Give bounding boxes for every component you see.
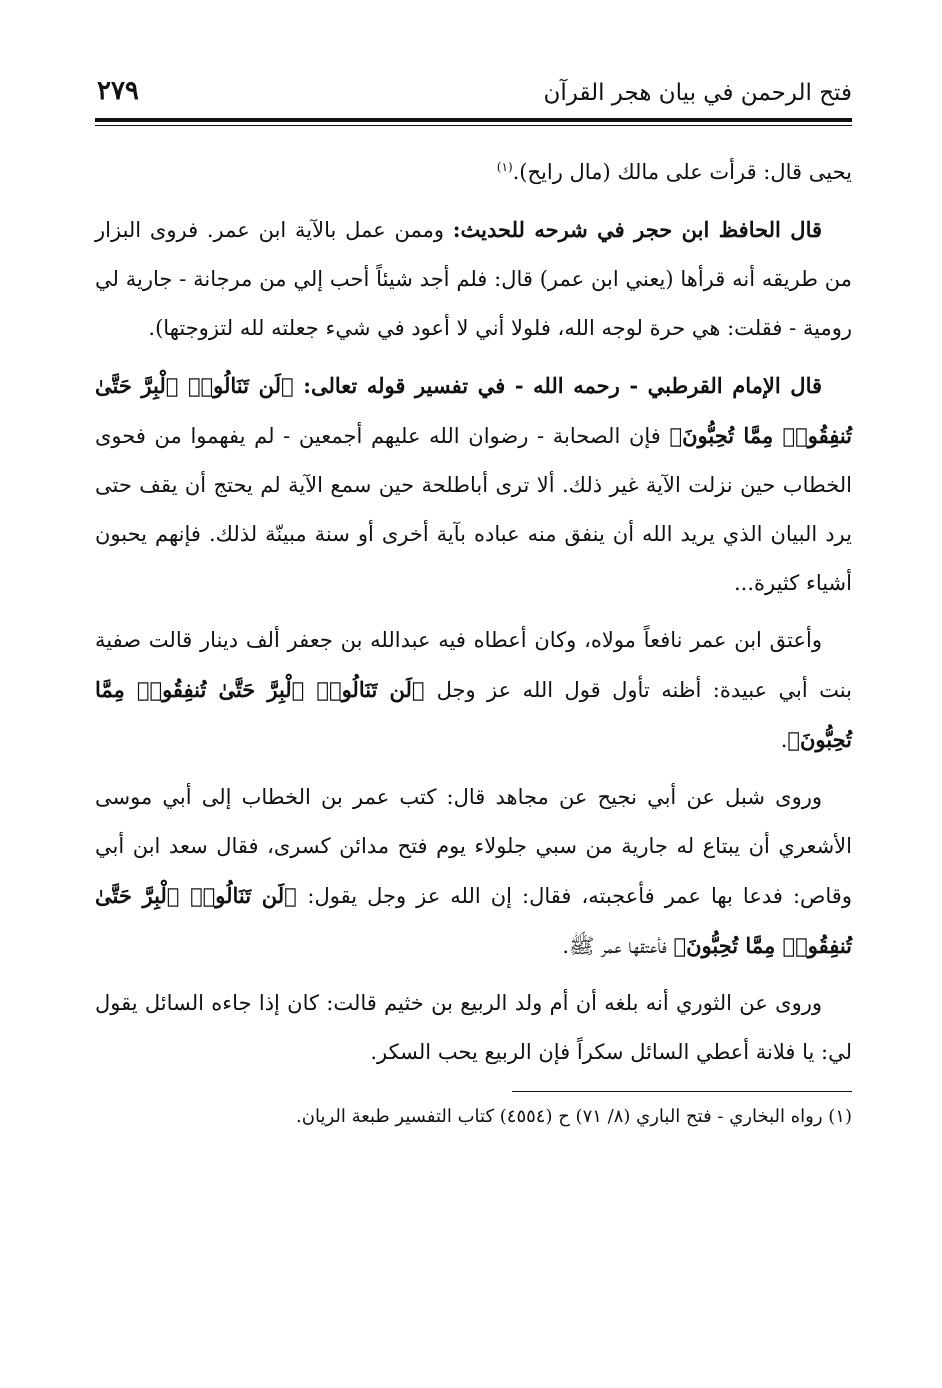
paragraph-1 <box>95 148 852 197</box>
paragraph-1-text: يحيى قال: قرأت على مالك (مال رايح). <box>512 160 852 184</box>
quran-verse: ﴿لَن تَنَالُوا۟ ٱلْبِرَّ حَتَّىٰ تُنفِقُوا۟ مِمَّا تُحِبُّونَ﴾ <box>95 883 852 958</box>
page-header <box>95 70 852 116</box>
footnote: (١) رواه البخاري - فتح الباري (٨/ ٧١) ح (٤٥٥٤) كتاب التفسير طبعة الريان. <box>296 1106 852 1127</box>
paragraph-4 <box>95 616 852 765</box>
paragraph-2 <box>95 205 852 353</box>
paragraph-2-lead: قال الحافظ ابن حجر في شرحه للحديث: <box>452 217 823 242</box>
paragraph-4-text: وأعتق ابن عمر نافعاً مولاه، وكان أعطاه فيه عبدالله بن جعفر ألف دينار قالت صفية بنت أبي عبيدة: أظنه تأول قول الله عز وجل <box>95 628 852 702</box>
header-rule-thick <box>95 118 852 122</box>
paragraph-6-text: وروى عن الثوري أنه بلغه أن أم ولد الربيع بن خثيم قالت: كان إذا جاءه السائل يقول لي: يا فلانة أعطي السائل سكراً فإن الربيع يحب السكر. <box>95 991 852 1064</box>
footnote-reference: (١) <box>496 160 513 174</box>
paragraph-5 <box>95 773 852 971</box>
footnote-divider <box>512 1091 852 1092</box>
paragraph-6 <box>95 979 852 1077</box>
paragraph-5-end: فأعتقها عمر ﷺ. <box>562 934 674 958</box>
running-title: فتح الرحمن في بيان هجر القرآن <box>543 80 852 106</box>
paragraph-3-lead: قال الإمام القرطبي - رحمه الله - في تفسير قوله تعالى: <box>303 373 822 398</box>
paragraph-4-end: . <box>780 728 788 752</box>
header-rule-thin <box>95 125 852 126</box>
paragraph-5-text: وروى شبل عن أبي نجيح عن مجاهد قال: كتب عمر بن الخطاب إلى أبي موسى الأشعري أن يبتاع له جارية من سبي جلولاء يوم فتح مدائن كسرى، فقال سعد ابن أبي وقاص: فدعا بها عمر فأعجبته، فقال: إن الله عز وجل يقول: <box>95 785 852 908</box>
paragraph-2-text: وممن عمل بالآية ابن عمر. فروى البزار من طريقه أنه قرأها (يعني ابن عمر) قال: فلم أجد شيئاً أحب إلي من مرجانة - جارية لي رومية - فقلت: هي حرة لوجه الله، فلولا أني لا أعود في شيء جعلته لله لتزوجتها). <box>95 218 852 340</box>
quran-verse: ﴿لَن تَنَالُوا۟ ٱلْبِرَّ حَتَّىٰ تُنفِقُوا۟ مِمَّا تُحِبُّونَ﴾ <box>95 677 852 752</box>
paragraph-3-text: فإن الصحابة - رضوان الله عليهم أجمعين - لم يفهموا من فحوى الخطاب حين نزلت الآية غير ذلك. ألا ترى أباطلحة حين سمع الآية لم يحتج أن يقف حتى يرد البيان الذي يريد الله أن ينفق منه عباده بآية أخرى أو سنة مبينّة لذلك. فإنهم يحبون أشياء كثيرة... <box>95 424 852 595</box>
book-page <box>95 70 852 1320</box>
main-text <box>95 148 852 1077</box>
page-number: ٢٧٩ <box>97 76 139 106</box>
paragraph-3 <box>95 361 852 608</box>
quran-verse: ﴿لَن تَنَالُوا۟ ٱلْبِرَّ حَتَّىٰ تُنفِقُوا۟ مِمَّا تُحِبُّونَ﴾ <box>95 373 852 448</box>
